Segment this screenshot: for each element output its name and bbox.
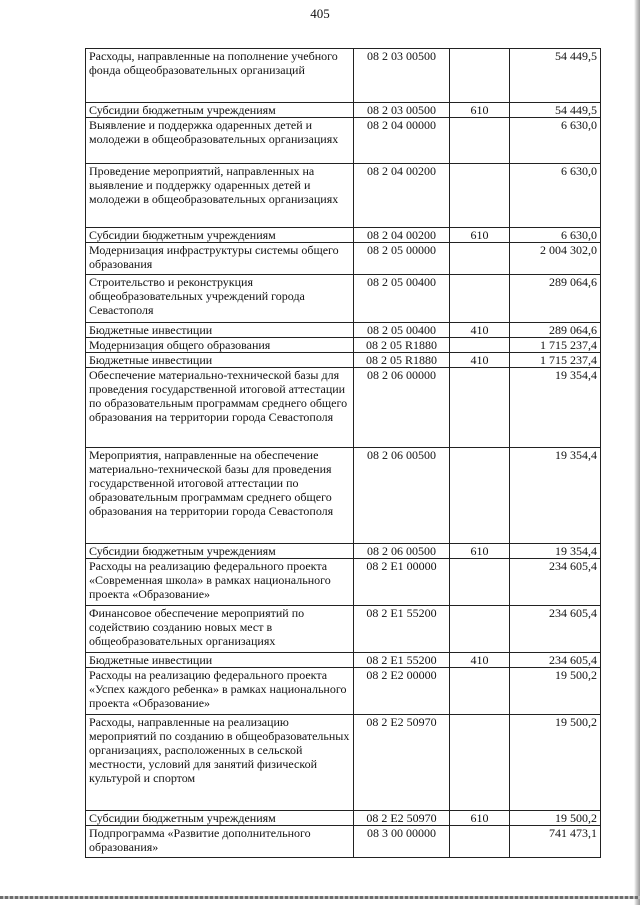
row-name: Строительство и реконструкция общеобразовательных учреждений города Севастополя [86,275,354,323]
row-code: 08 2 E1 55200 [354,606,450,653]
row-sum: 2 004 302,0 [510,243,601,275]
table-row [86,448,601,544]
row-sum: 54 449,5 [510,49,601,103]
row-sum: 6 630,0 [510,164,601,228]
row-vr [450,606,510,653]
table-row [86,275,601,323]
row-vr: 610 [450,811,510,826]
row-vr: 410 [450,653,510,668]
row-sum: 19 500,2 [510,811,601,826]
row-code: 08 2 05 R1880 [354,338,450,353]
table-row [86,164,601,228]
row-sum: 19 354,4 [510,544,601,559]
row-sum: 289 064,6 [510,275,601,323]
row-sum: 234 605,4 [510,559,601,606]
row-name: Выявление и поддержка одаренных детей и молодежи в общеобразовательных организациях [86,118,354,164]
table-row [86,606,601,653]
page-number: 405 [310,6,330,21]
table-row [86,338,601,353]
row-sum: 6 630,0 [510,228,601,243]
row-vr [450,368,510,448]
row-vr [450,164,510,228]
row-name: Бюджетные инвестиции [86,353,354,368]
row-code: 08 3 00 00000 [354,826,450,858]
row-vr: 610 [450,103,510,118]
table-row [86,228,601,243]
row-code: 08 2 05 R1880 [354,353,450,368]
row-name: Модернизация инфраструктуры системы общего образования [86,243,354,275]
row-name: Обеспечение материально-технической базы для проведения государственной итоговой аттестации по образовательным программам среднего общего образования на территории города Севастополя [86,368,354,448]
row-vr [450,275,510,323]
row-sum: 1 715 237,4 [510,338,601,353]
row-code: 08 2 06 00000 [354,368,450,448]
row-name: Субсидии бюджетным учреждениям [86,103,354,118]
row-code: 08 2 E1 55200 [354,653,450,668]
row-name: Расходы на реализацию федерального проекта «Успех каждого ребенка» в рамках национального проекта «Образование» [86,668,354,715]
row-sum: 289 064,6 [510,323,601,338]
table-row [86,559,601,606]
row-name: Бюджетные инвестиции [86,323,354,338]
row-vr [450,559,510,606]
row-name: Мероприятия, направленные на обеспечение материально-технической базы для проведения государственной итоговой аттестации по образовательным программам среднего общего образования на территории города Севастополя [86,448,354,544]
row-sum: 234 605,4 [510,606,601,653]
table-row [86,715,601,811]
row-code: 08 2 05 00400 [354,323,450,338]
row-vr [450,826,510,858]
row-name: Субсидии бюджетным учреждениям [86,228,354,243]
table-row [86,544,601,559]
row-vr [450,338,510,353]
row-code: 08 2 E2 50970 [354,811,450,826]
budget-table [85,48,601,858]
row-code: 08 2 05 00000 [354,243,450,275]
row-name: Проведение мероприятий, направленных на выявление и поддержку одаренных детей и молодежи в общеобразовательных организациях [86,164,354,228]
table-row [86,668,601,715]
row-vr [450,715,510,811]
row-sum: 234 605,4 [510,653,601,668]
row-sum: 1 715 237,4 [510,353,601,368]
row-vr: 610 [450,544,510,559]
row-sum: 19 354,4 [510,448,601,544]
row-vr: 610 [450,228,510,243]
row-vr [450,668,510,715]
row-sum: 19 500,2 [510,715,601,811]
table-row [86,811,601,826]
scan-bottom-edge [0,896,640,899]
row-code: 08 2 03 00500 [354,103,450,118]
table-row [86,118,601,164]
row-vr: 410 [450,353,510,368]
table-row [86,368,601,448]
row-code: 08 2 03 00500 [354,49,450,103]
row-code: 08 2 05 00400 [354,275,450,323]
row-vr [450,49,510,103]
row-name: Расходы, направленные на реализацию мероприятий по созданию в общеобразовательных организациях, расположенных в сельской местности, условий для занятий физической культурой и спортом [86,715,354,811]
row-code: 08 2 04 00200 [354,164,450,228]
table-row [86,653,601,668]
row-name: Финансовое обеспечение мероприятий по содействию созданию новых мест в общеобразовательных организациях [86,606,354,653]
row-code: 08 2 06 00500 [354,544,450,559]
row-sum: 6 630,0 [510,118,601,164]
row-name: Модернизация общего образования [86,338,354,353]
row-vr [450,118,510,164]
row-vr: 410 [450,323,510,338]
row-code: 08 2 04 00000 [354,118,450,164]
table-row [86,103,601,118]
table-row [86,826,601,858]
table-row [86,323,601,338]
row-sum: 54 449,5 [510,103,601,118]
row-code: 08 2 06 00500 [354,448,450,544]
row-sum: 19 354,4 [510,368,601,448]
row-sum: 741 473,1 [510,826,601,858]
row-sum: 19 500,2 [510,668,601,715]
row-code: 08 2 E1 00000 [354,559,450,606]
row-name: Подпрограмма «Развитие дополнительного образования» [86,826,354,858]
table-row [86,243,601,275]
row-code: 08 2 04 00200 [354,228,450,243]
row-code: 08 2 E2 50970 [354,715,450,811]
scan-binding-edge [634,0,640,905]
row-code: 08 2 E2 00000 [354,668,450,715]
row-vr [450,448,510,544]
row-name: Бюджетные инвестиции [86,653,354,668]
table-row [86,353,601,368]
row-name: Субсидии бюджетным учреждениям [86,544,354,559]
row-name: Субсидии бюджетным учреждениям [86,811,354,826]
row-name: Расходы на реализацию федерального проекта «Современная школа» в рамках национального проекта «Образование» [86,559,354,606]
row-vr [450,243,510,275]
row-name: Расходы, направленные на пополнение учебного фонда общеобразовательных организаций [86,49,354,103]
table-row [86,49,601,103]
